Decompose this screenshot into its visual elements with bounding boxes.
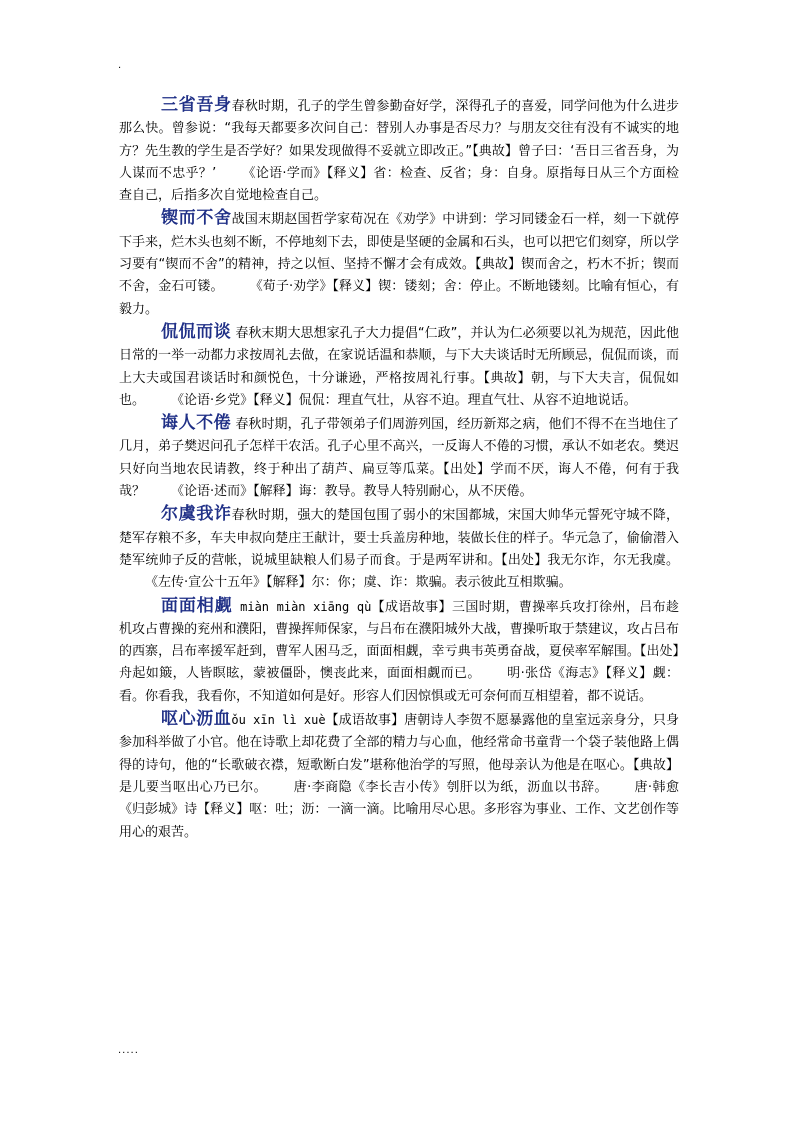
idiom-entry-mianmianxiangqu [119,595,679,708]
idiom-title: 面面相觑 [161,595,233,616]
idiom-entry-ouxinlixue [119,708,679,844]
idiom-source-2: 唐·韩愈《归彭城》诗【释义】呕：吐；沥：一滴一滴。比喻用尽心思。多形容为事业、工作、文艺创作等用心的艰苦。 [119,779,679,840]
idiom-title: 尔虞我诈 [161,504,232,525]
idiom-source: 唐·李商隐《李长吉小传》刳肝以为纸，沥血以书辞。 [293,779,608,795]
idiom-list [119,94,679,844]
idiom-entry-huirenbujuan [119,412,679,503]
idiom-source: 《论语·乡党》【释义】侃侃：理直气壮，从容不迫。理直气壮、从容不迫地说话。 [171,392,637,408]
idiom-story: 【成语故事】三国时期，曹操率兵攻打徐州，吕布趁机攻占曹操的兖州和濮阳，曹操挥师保家，与吕布在濮阳城外大战，曹操听取于禁建议，攻占吕布的西寨，吕布率援军赶到，曹军人困马乏，面面相觑，幸亏典韦英勇奋战，夏侯率军解围。【出处】舟起如簸，人皆瞑眩，蒙被僵卧，懊丧此来，面面相觑而已。 [119,599,679,682]
idiom-entry-kankanertan [119,321,679,412]
page-mark-bottom: ..... [118,1045,139,1056]
idiom-source: 《荀子·劝学》【释义】锲：镂刻；舍：停止。不断地镂刻。比喻有恒心，有毅力。 [119,279,679,317]
idiom-title: 诲人不倦 [161,413,232,434]
page-mark-top: . [118,60,122,71]
idiom-title: 侃侃而谈 [161,321,232,342]
idiom-story: 春秋末期大思想家孔子大力提倡“仁政”，并认为仁必须要以礼为规范，因此他日常的一举一动都力求按周礼去做，在家说话温和恭顺，与下大夫谈话时无所顾忌，侃侃而谈，而上大夫或国君谈话时和颜悦色，十分谦逊，严格按周礼行事。【典故】朝，与下大夫言，侃侃如也。 [119,325,680,408]
idiom-story: 战国末期赵国哲学家荀况在《劝学》中讲到：学习同镂金石一样，刻一下就停下手来，烂木头也刻不断，不停地刻下去，即使是坚硬的金属和石头，也可以把它们刻穿，所以学习要有“锲而不舍”的精神，持之以恒、坚持不懈才会有成效。【典故】锲而舍之，朽木不折；锲而不舍，金石可镂。 [119,212,679,295]
idiom-story: 春秋时期，孔子带领弟子们周游列国，经历新郑之病，他们不得不在当地住了几月，弟子樊迟问孔子怎样干农活。孔子心里不高兴，一反诲人不倦的习惯，承认不如老农。樊迟只好向当地农民请教，终于种出了葫芦、扁豆等瓜菜。【出处】学而不厌，诲人不倦，何有于我哉？ [119,417,679,500]
idiom-source: 明·张岱《海志》【释义】觑：看。你看我，我看你，不知道如何是好。形容人们因惊惧或无可奈何而互相望着，都不说话。 [119,666,679,704]
idiom-entry-eryuwozha [119,503,679,594]
idiom-story: 春秋时期，孔子的学生曾参勤奋好学，深得孔子的喜爱，同学问他为什么进步那么快。曾参说：“我每天都要多次问自己：替别人办事是否尽力？与朋友交往有没有不诚实的地方？先生教的学生是否学好？如果发现做得不妥就立即改正。”【典故】曾子曰：‘吾日三省吾身，为人谋而不忠乎？’ [119,99,679,181]
idiom-pinyin: miàn miàn xiāng qù [232,599,372,614]
idiom-source: 《左传·宣公十五年》【解释】尔：你；虞、诈：欺骗。表示彼此互相欺骗。 [145,575,572,591]
idiom-title: 三省吾身 [161,95,232,115]
idiom-title: 呕心沥血 [161,709,232,730]
idiom-source: 《论语·述而》【解释】诲：教导。教导人特别耐心，从不厌倦。 [171,484,533,500]
idiom-entry-sanxing [119,94,679,207]
idiom-source: 《论语·学而》【释义】省：检查、反省；身：自身。原指每日从三个方面检查自己，后指多次自觉地检查自己。 [119,165,679,204]
idiom-story: 【成语故事】唐朝诗人李贺不愿暴露他的皇室远亲身分，只身参加科举做了小官。他在诗歌上却花费了全部的精力与心血，他经常命书童背一个袋子装他路上偶得的诗句，他的“长歌破衣襟，短歌断白发”堪称他治学的写照，他母亲认为他是在呕心。【典故】是儿要当呕出心乃已尔。 [119,713,680,795]
idiom-entry-qieerbushe [119,207,679,320]
idiom-story: 春秋时期，强大的楚国包围了弱小的宋国都城，宋国大帅华元誓死守城不降，楚军存粮不多，车夫申叔向楚庄王献计，要士兵盖房种地，装做长住的样子。华元急了，偷偷潜入楚军统帅子反的营帐，说城里缺粮人们易子而食。于是两军讲和。【出处】我无尔诈，尔无我虞。 [119,508,679,568]
idiom-pinyin: ǒu xīn lì xuè [231,713,326,728]
idiom-title: 锲而不舍 [161,208,232,229]
